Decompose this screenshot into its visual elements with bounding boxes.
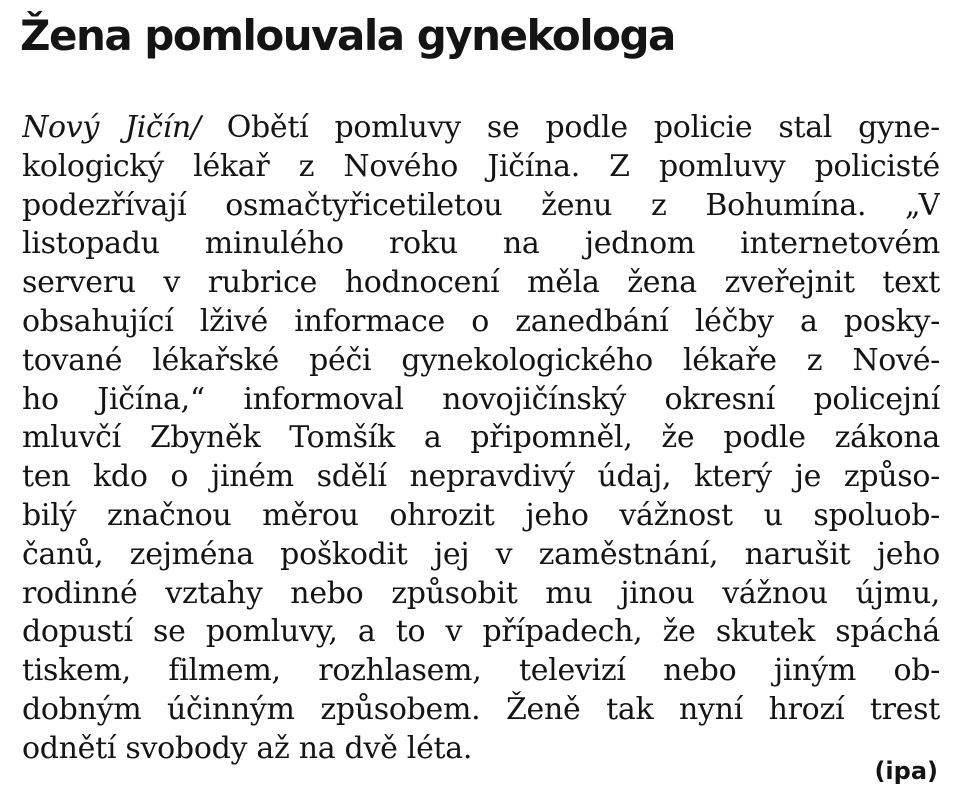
article-line-1: [22, 109, 940, 148]
article-line: čanů, zejména poškodit jej v zaměstnání, narušit jeho: [22, 536, 940, 572]
article-headline: Žena pomlouvala gynekologa: [20, 11, 675, 60]
article-line-last: odnětí svobody až na dvě léta.: [22, 730, 473, 766]
article-line: obsahující lživé informace o zanedbání léčby a posky-: [22, 303, 940, 339]
article-line: podezřívají osmačtyřicetiletou ženu z Bohumína. „V: [22, 187, 940, 223]
article-line: kologický lékař z Nového Jičína. Z pomluvy policisté: [22, 148, 940, 184]
article-body: [22, 109, 940, 769]
article-dateline: Nový Jičín/: [22, 110, 201, 145]
article-line-1-text: Obětí pomluvy se podle policie stal gyne-: [200, 110, 940, 145]
article-byline: (ipa): [874, 757, 938, 785]
article-line: ho Jičína,“ informoval novojičínský okresní policejní: [22, 381, 940, 417]
article-line: ten kdo o jiném sdělí nepravdivý údaj, který je způso-: [22, 459, 940, 495]
article-line: tiskem, filmem, rozhlasem, televizí nebo jiným ob-: [22, 653, 940, 689]
article-line: listopadu minulého roku na jednom internetovém: [22, 226, 940, 262]
article-line: bilý značnou měrou ohrozit jeho vážnost u spoluob-: [22, 497, 940, 533]
article-line: tované lékařské péči gynekologického lékaře z Nové-: [22, 342, 940, 378]
article-line: dobným účinným způsobem. Ženě tak nyní hrozí trest: [22, 691, 940, 727]
article-line: rodinné vztahy nebo způsobit mu jinou vážnou újmu,: [22, 575, 940, 611]
article-line: dopustí se pomluvy, a to v případech, že skutek spáchá: [22, 614, 940, 650]
article-line: mluvčí Zbyněk Tomšík a připomněl, že podle zákona: [22, 420, 940, 456]
article-line: serveru v rubrice hodnocení měla žena zveřejnit text: [22, 265, 940, 301]
